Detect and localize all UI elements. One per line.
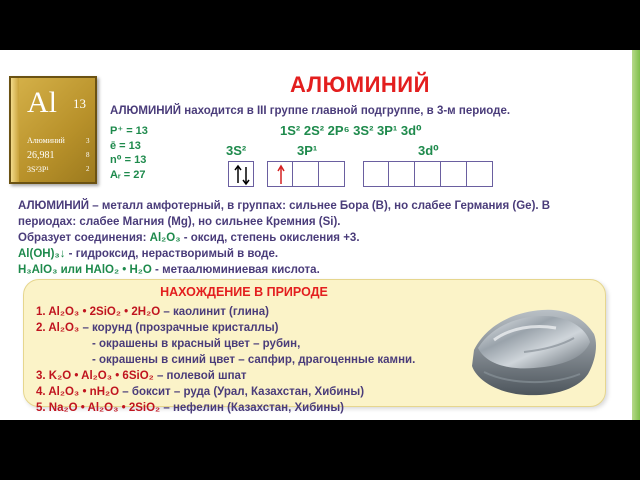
orbital-cell-3s [228,161,254,187]
orbital-3d-cells [363,161,493,187]
item-desc: - окрашены в красный цвет – рубин, [92,338,301,350]
electron-up-arrow-icon [268,162,294,188]
orbital-cell-3d-4 [441,161,467,187]
intro-text: АЛЮМИНИЙ находится в III группе главной подгруппе, в 3-м периоде. [110,105,511,117]
item-number: 3. [36,370,46,382]
amphoteric-line-1: АЛЮМИНИЙ – металл амфотерный, в группах: сильнее Бора (В), но слабее Германия (Ge). В [18,200,551,212]
item-number: 5. [36,402,46,414]
shell-1: 2 [86,165,90,173]
orbital-label-3p: 3P¹ [297,143,318,158]
orbital-cell-3p-3 [319,161,345,187]
amphoteric-line-2: периодах: слабее Магния (Mg), но сильнее Кремния (Si). [18,216,341,228]
electron-configuration: 1S² 2S² 2P⁶ 3S² 3P¹ 3d⁰ [280,123,422,138]
orbital-cell-3d-1 [363,161,389,187]
item-formula: Na₂O • Al₂O₃ • 2SiO₂ [48,402,161,414]
shell-electrons [86,134,90,176]
item-desc: – нефелин (Казахстан, Хибины) [160,402,344,414]
hydroxide-formula: Al(OH)₃↓ [18,248,66,260]
element-tile [9,76,97,184]
element-symbol: Al [27,86,57,119]
orbital-label-3d: 3d⁰ [418,143,439,158]
list-subitem [36,352,415,368]
item-desc: – боксит – руда (Урал, Казахстан, Хибины) [119,386,365,398]
acid-line [18,262,628,278]
slide [0,50,640,420]
acid-formula: H₃AlO₃ или HAlO₂ • H₂O [18,264,152,276]
acid-desc: - метаалюминиевая кислота. [151,264,320,276]
list-item [36,304,415,320]
list-subitem [36,336,415,352]
neutron-count: n⁰ = 13 [110,154,147,166]
orbital-label-3s: 3S² [226,143,247,158]
item-formula: K₂O • Al₂O₃ • 6SiO₂ [48,370,154,382]
orbital-cell-3p-1 [267,161,293,187]
proton-count: P⁺ = 13 [110,125,148,137]
oxide-desc: - оксид, степень окисления +3. [180,232,360,244]
atomic-mass-value: Aᵣ = 27 [110,168,146,181]
list-item [36,384,415,400]
oxide-prefix: Образует соединения: [18,232,150,244]
orbital-cell-3d-2 [389,161,415,187]
orbital-cell-3p-2 [293,161,319,187]
item-number: 4. [36,386,46,398]
orbital-3s-cells [228,161,254,187]
nature-list [36,304,415,416]
hydroxide-desc: - гидроксид, нерастворимый в воде. [65,248,279,260]
orbital-cell-3d-3 [415,161,441,187]
list-item [36,320,415,336]
item-formula: Al₂O₃ • nH₂O [48,386,120,398]
atomic-number: 13 [73,96,86,111]
paired-electrons-icon [229,162,255,188]
item-desc: – каолинит (глина) [160,306,269,318]
item-number: 2. [36,322,46,334]
aluminium-sample-image [464,288,604,403]
list-item [36,368,415,384]
side-accent-bar [632,50,640,420]
item-desc: – полевой шпат [153,370,247,382]
list-item [36,400,415,416]
hydroxide-line [18,246,628,262]
particle-counts [110,124,148,182]
shell-2: 8 [86,151,90,159]
orbital-cell-3d-5 [467,161,493,187]
item-desc: - окрашены в синий цвет – сапфир, драгоценные камни. [92,354,416,366]
item-desc: – корунд (прозрачные кристаллы) [79,322,279,334]
item-formula: Al₂O₃ • 2SiO₂ • 2H₂O [48,306,161,318]
item-formula: Al₂O₃ [48,322,80,334]
element-name: Алюминий [27,136,65,145]
electron-count: ē = 13 [110,139,141,152]
properties-text [18,198,628,278]
valence-config: 3S²3P¹ [27,165,49,174]
item-number: 1. [36,306,46,318]
oxide-formula: Al₂O₃ [149,232,181,244]
page-title: АЛЮМИНИЙ [290,72,430,97]
nature-title: НАХОЖДЕНИЕ В ПРИРОДЕ [160,285,328,299]
nature-panel [23,279,606,414]
oxide-line [18,230,628,246]
atomic-mass: 26,981 [27,150,55,161]
orbital-3p-cells [267,161,345,187]
tile-bevel [11,78,19,182]
shell-3: 3 [86,137,90,145]
